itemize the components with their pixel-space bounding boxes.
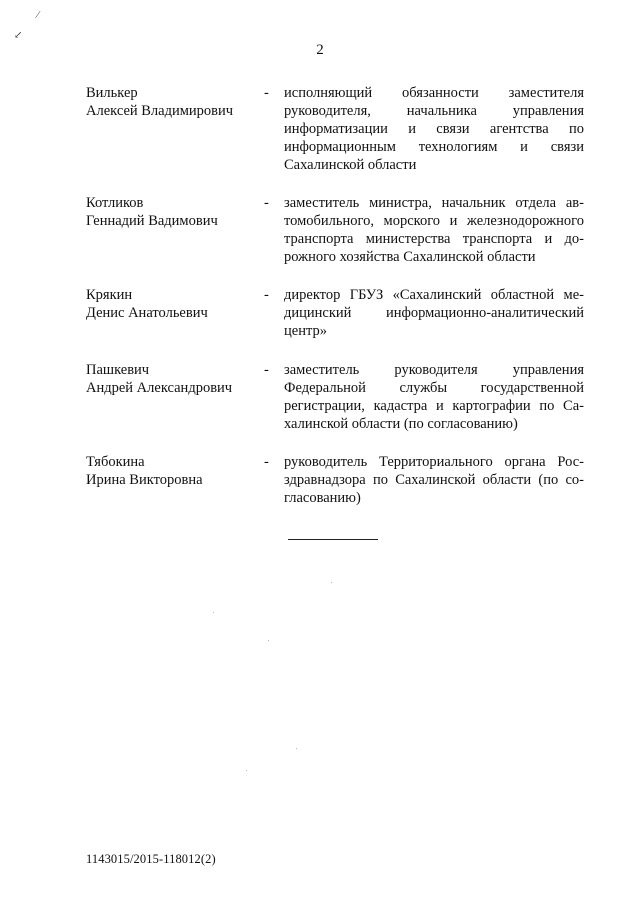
- given-names: Геннадий Вадимович: [86, 213, 218, 229]
- surname: Пашкевич: [86, 362, 150, 378]
- list-item: [86, 453, 586, 507]
- position-line: информатизации и связи агентства по: [284, 121, 584, 137]
- surname: Тябокина: [86, 454, 145, 470]
- page-number: 2: [316, 42, 324, 58]
- dash-separator: -: [264, 85, 269, 101]
- scan-speck: [268, 640, 269, 641]
- position-description: [284, 453, 584, 507]
- position-line: здравнадзора по Сахалинской области (по со-: [284, 472, 584, 488]
- surname: Крякин: [86, 287, 133, 303]
- position-description: [284, 286, 584, 340]
- scan-speck: [296, 748, 297, 749]
- end-of-list-separator: [288, 539, 378, 540]
- given-names: Ирина Викторовна: [86, 472, 203, 488]
- position-line: исполняющий обязанности заместителя: [284, 85, 584, 101]
- list-item: [86, 361, 586, 433]
- person-name: [86, 286, 264, 322]
- given-names: Андрей Александрович: [86, 380, 233, 396]
- position-line: информационным технологиям и связи: [284, 139, 584, 155]
- person-name: [86, 194, 264, 230]
- position-line: дицинский информационно-аналитический: [284, 305, 584, 321]
- position-description: [284, 84, 584, 174]
- document-registration-number: 1143015/2015-118012(2): [86, 852, 216, 866]
- dash-separator: -: [264, 195, 269, 211]
- surname: Вилькер: [86, 85, 138, 101]
- given-names: Алексей Владимирович: [86, 103, 234, 119]
- person-name: [86, 453, 264, 489]
- surname: Котликов: [86, 195, 144, 211]
- given-names: Денис Анатольевич: [86, 305, 208, 321]
- position-line: гласованию): [284, 490, 361, 506]
- position-line: центр»: [284, 323, 327, 339]
- person-name: [86, 84, 264, 120]
- dash-separator: -: [264, 362, 269, 378]
- members-list: [86, 84, 586, 507]
- dash-separator: -: [264, 287, 269, 303]
- position-description: [284, 194, 584, 266]
- scan-speck: [246, 770, 247, 771]
- scan-mark-top: ⁄: [37, 10, 39, 21]
- position-line: заместитель руководителя управления: [284, 362, 584, 378]
- list-item: [86, 194, 586, 266]
- position-line: руководитель Территориального органа Рос-: [284, 454, 584, 470]
- position-line: заместитель министра, начальник отдела ав-: [284, 195, 584, 211]
- scan-speck: [213, 612, 214, 613]
- position-line: халинской области (по согласованию): [284, 416, 518, 432]
- position-line: Федеральной службы государственной: [284, 380, 584, 396]
- scan-speck: [331, 582, 332, 583]
- position-line: руководителя, начальника управления: [284, 103, 584, 119]
- position-line: рожного хозяйства Сахалинской области: [284, 249, 536, 265]
- position-line: транспорта министерства транспорта и до-: [284, 231, 584, 247]
- position-line: регистрации, кадастра и картографии по Са-: [284, 398, 584, 414]
- list-item: [86, 286, 586, 340]
- position-line: Сахалинской области: [284, 157, 417, 173]
- dash-separator: -: [264, 454, 269, 470]
- person-name: [86, 361, 264, 397]
- position-description: [284, 361, 584, 433]
- scan-mark-left: ↙: [14, 30, 23, 41]
- position-line: директор ГБУЗ «Сахалинский областной ме-: [284, 287, 584, 303]
- position-line: томобильного, морского и железнодорожного: [284, 213, 584, 229]
- list-item: [86, 84, 586, 174]
